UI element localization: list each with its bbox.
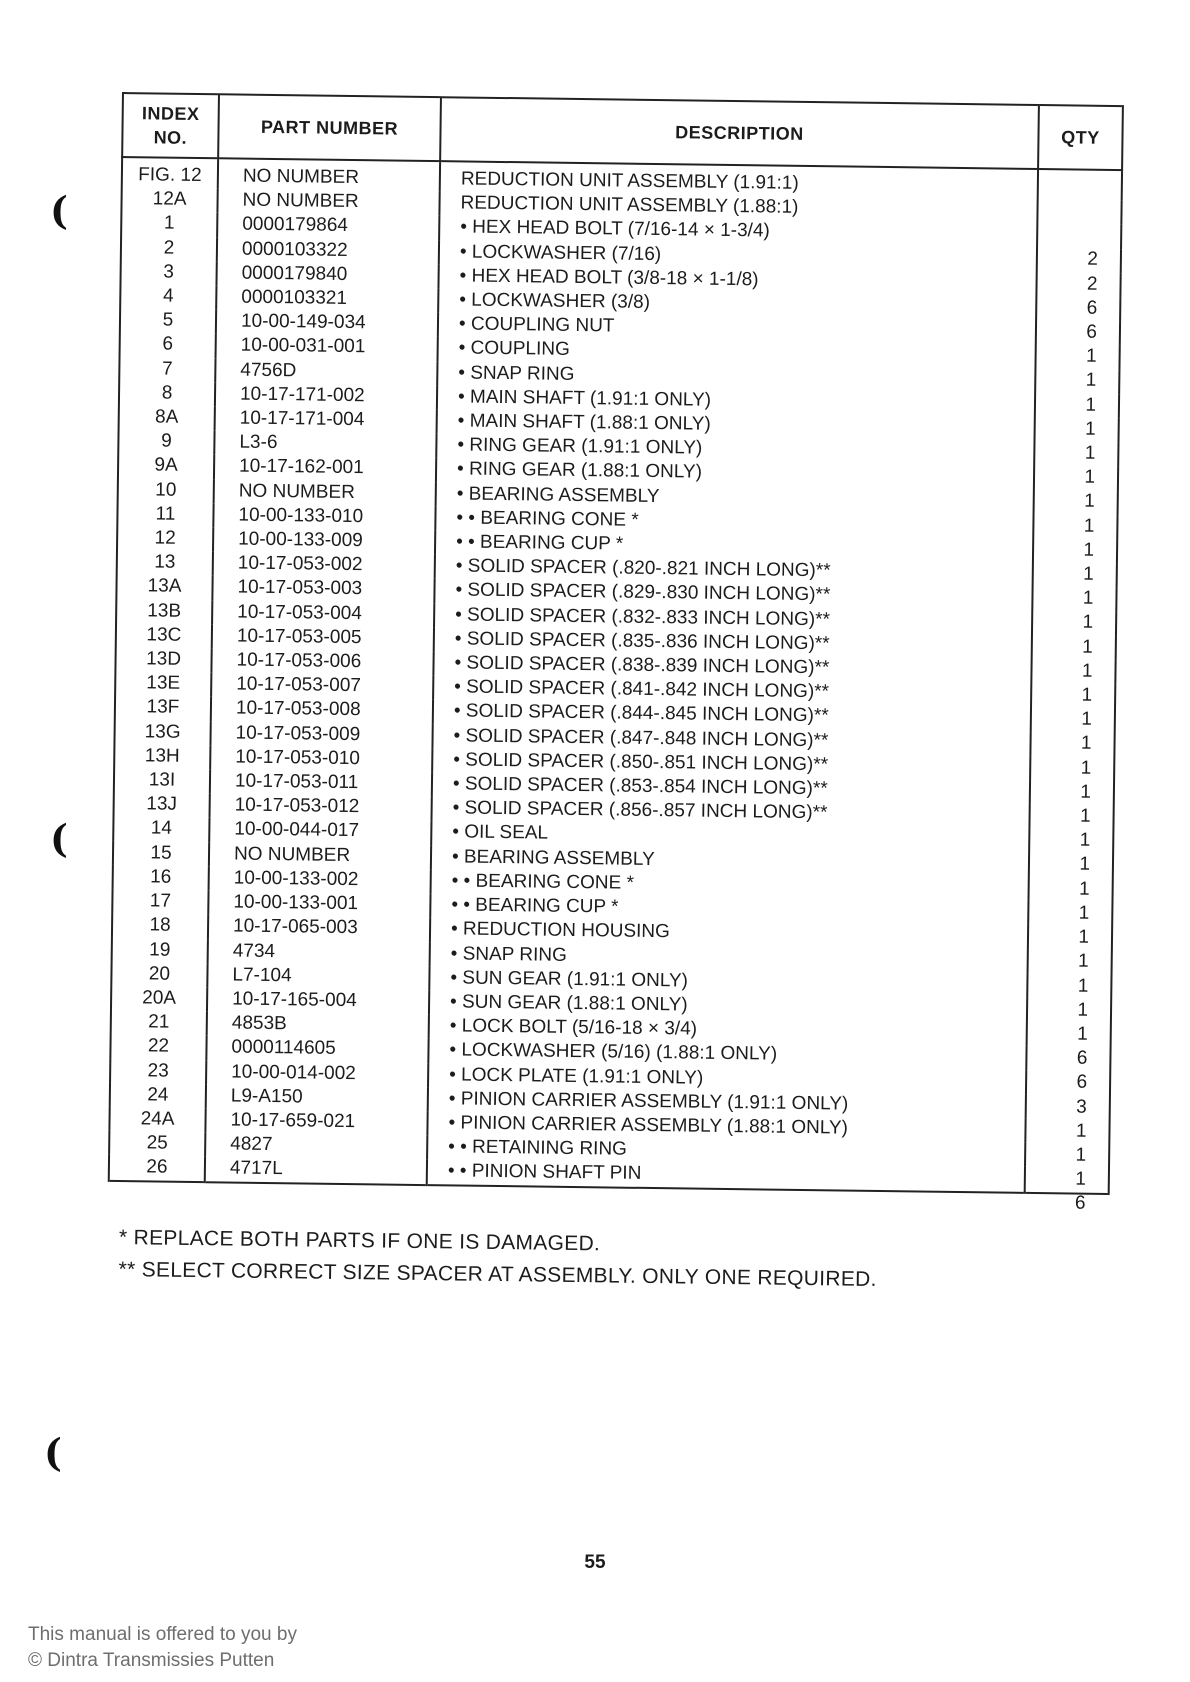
description-cell: • • PINION SHAFT PIN bbox=[427, 1159, 1025, 1192]
qty-value: 1 bbox=[1075, 1144, 1087, 1166]
description-cell: • • BEARING CUP * bbox=[430, 893, 1028, 925]
index-cell: 13G bbox=[114, 720, 210, 745]
qty-value: 1 bbox=[1081, 660, 1093, 682]
index-cell: 26 bbox=[109, 1155, 205, 1181]
part-number-cell: 10-17-053-006 bbox=[211, 648, 433, 675]
index-cell: 13D bbox=[115, 647, 211, 672]
credit-line-1: This manual is offered to you by bbox=[28, 1624, 297, 1645]
qty-value: 1 bbox=[1084, 491, 1095, 513]
qty-cell bbox=[1031, 683, 1115, 731]
part-number-cell: 10-00-133-009 bbox=[213, 527, 435, 554]
index-cell: 13A bbox=[116, 574, 212, 599]
qty-value: 1 bbox=[1081, 708, 1093, 731]
binding-mark-middle: ( bbox=[50, 816, 68, 861]
index-cell: 14 bbox=[113, 816, 209, 841]
index-cell: 7 bbox=[119, 357, 215, 382]
qty-value: 6 bbox=[1076, 1071, 1088, 1094]
index-cell: 24 bbox=[110, 1083, 206, 1108]
qty-cell bbox=[1029, 828, 1113, 876]
part-number-cell: 4734 bbox=[208, 939, 430, 966]
qty-value: 3 bbox=[1076, 1096, 1087, 1118]
qty-cell bbox=[1029, 804, 1113, 852]
qty-value: 1 bbox=[1084, 442, 1096, 464]
part-number-cell: 4853B bbox=[207, 1011, 429, 1038]
part-number-cell: 4717L bbox=[205, 1157, 427, 1185]
part-number-cell: 10-17-065-003 bbox=[208, 914, 430, 941]
index-cell: 20 bbox=[111, 962, 207, 987]
index-cell: 13H bbox=[114, 744, 210, 769]
description-cell: • SOLID SPACER (.856-.857 INCH LONG)** bbox=[431, 796, 1029, 828]
header-index: INDEX NO. bbox=[122, 93, 219, 158]
index-cell: 25 bbox=[109, 1131, 205, 1156]
part-number-cell: NO NUMBER bbox=[218, 158, 440, 191]
part-number-cell: 0000103321 bbox=[216, 285, 438, 312]
description-cell: • BEARING ASSEMBLY bbox=[431, 845, 1029, 877]
part-number-cell: 10-17-053-005 bbox=[212, 624, 434, 651]
qty-value: 1 bbox=[1077, 1023, 1088, 1045]
description-cell: • SOLID SPACER (.829-.830 INCH LONG)** bbox=[434, 579, 1032, 611]
qty-cell bbox=[1036, 296, 1120, 343]
qty-cell bbox=[1036, 272, 1120, 319]
part-number-cell: 10-17-053-010 bbox=[210, 745, 432, 772]
part-number-cell: 10-17-162-001 bbox=[214, 455, 436, 482]
description-cell: • LOCKWASHER (3/8) bbox=[438, 288, 1036, 320]
description-cell: • COUPLING bbox=[438, 337, 1036, 369]
part-number-cell: 10-17-053-009 bbox=[210, 721, 432, 748]
index-cell: 9A bbox=[118, 453, 214, 478]
footnote-double-asterisk: ** SELECT CORRECT SIZE SPACER AT ASSEMBLY. ONLY ONE REQUIRED. bbox=[118, 1258, 877, 1291]
qty-cell bbox=[1034, 490, 1118, 537]
description-cell: • SOLID SPACER (.820-.821 INCH LONG)** bbox=[435, 554, 1033, 586]
qty-cell bbox=[1036, 320, 1120, 367]
qty-value: 1 bbox=[1082, 587, 1094, 610]
part-number-cell: 10-17-053-003 bbox=[212, 576, 434, 603]
index-cell: 17 bbox=[112, 889, 208, 914]
description-cell: • OIL SEAL bbox=[431, 821, 1029, 853]
qty-cell bbox=[1033, 514, 1117, 561]
part-number-cell: L7-104 bbox=[207, 963, 429, 990]
index-cell: 1 bbox=[121, 211, 217, 236]
footnotes bbox=[118, 1222, 877, 1296]
index-cell: 13B bbox=[116, 599, 212, 624]
qty-cell bbox=[1028, 877, 1112, 924]
qty-cell bbox=[1037, 223, 1121, 271]
qty-cell bbox=[1033, 562, 1117, 610]
qty-cell bbox=[1029, 853, 1113, 900]
part-number-cell: 0000179840 bbox=[216, 261, 438, 288]
qty-cell bbox=[1030, 732, 1114, 779]
qty-value: 1 bbox=[1078, 878, 1090, 900]
qty-value: 1 bbox=[1080, 757, 1092, 779]
qty-cell bbox=[1037, 199, 1121, 224]
index-cell: 8 bbox=[119, 381, 215, 406]
index-cell: 12 bbox=[117, 526, 213, 551]
qty-cell bbox=[1025, 1143, 1109, 1190]
index-cell: 5 bbox=[120, 308, 216, 333]
description-cell: • • RETAINING RING bbox=[427, 1135, 1025, 1167]
description-cell: • COUPLING NUT bbox=[438, 312, 1036, 344]
description-cell: • PINION CARRIER ASSEMBLY (1.91:1 ONLY) bbox=[428, 1087, 1026, 1119]
index-cell: 13F bbox=[115, 695, 211, 720]
index-cell: 16 bbox=[113, 865, 209, 890]
qty-value: 1 bbox=[1077, 975, 1089, 997]
binding-mark-top: ( bbox=[50, 188, 68, 233]
description-cell: • SOLID SPACER (.844-.845 INCH LONG)** bbox=[433, 700, 1031, 732]
index-cell: 2 bbox=[121, 236, 217, 261]
qty-value: 1 bbox=[1085, 394, 1097, 416]
qty-cell bbox=[1035, 417, 1119, 464]
qty-value: 1 bbox=[1080, 781, 1092, 803]
qty-cell bbox=[1031, 707, 1115, 755]
qty-cell bbox=[1032, 611, 1116, 658]
description-cell: REDUCTION UNIT ASSEMBLY (1.88:1) bbox=[439, 191, 1037, 223]
qty-cell bbox=[1028, 925, 1112, 973]
part-number-cell: 10-00-133-001 bbox=[208, 890, 430, 917]
qty-value: 1 bbox=[1075, 1120, 1087, 1142]
qty-value: 1 bbox=[1083, 539, 1095, 561]
qty-value: 1 bbox=[1083, 515, 1095, 537]
header-qty: QTY bbox=[1038, 105, 1123, 170]
qty-cell bbox=[1035, 393, 1119, 440]
description-cell: REDUCTION UNIT ASSEMBLY (1.91:1) bbox=[440, 161, 1038, 199]
qty-cell bbox=[1034, 465, 1118, 513]
part-number-cell: 10-17-659-021 bbox=[205, 1108, 427, 1135]
part-number-cell: L9-A150 bbox=[206, 1084, 428, 1111]
binding-mark-bottom: ( bbox=[44, 1430, 62, 1475]
part-number-cell: 10-17-053-007 bbox=[211, 672, 433, 699]
qty-cell bbox=[1032, 586, 1116, 634]
description-cell: • SNAP RING bbox=[430, 942, 1028, 974]
qty-value: 1 bbox=[1078, 926, 1090, 948]
qty-cell bbox=[1032, 635, 1116, 682]
qty-value: 6 bbox=[1074, 1192, 1086, 1215]
index-cell: 3 bbox=[120, 260, 216, 285]
index-cell: 4 bbox=[120, 284, 216, 309]
description-cell: • SOLID SPACER (.835-.836 INCH LONG)** bbox=[434, 627, 1032, 659]
qty-cell bbox=[1027, 998, 1111, 1045]
description-cell: • SOLID SPACER (.850-.851 INCH LONG)** bbox=[432, 748, 1030, 780]
part-number-cell: 0000114605 bbox=[206, 1036, 428, 1063]
qty-value: 1 bbox=[1084, 418, 1096, 440]
footnote-single-asterisk: * REPLACE BOTH PARTS IF ONE IS DAMAGED. bbox=[118, 1226, 601, 1256]
index-cell: 24A bbox=[109, 1107, 205, 1132]
qty-value: 6 bbox=[1086, 297, 1098, 319]
index-cell: FIG. 12 bbox=[122, 157, 218, 188]
part-number-cell: 10-00-133-010 bbox=[213, 503, 435, 530]
part-number-cell: 10-00-044-017 bbox=[209, 818, 431, 845]
qty-value: 1 bbox=[1079, 805, 1091, 827]
parts-table-body bbox=[109, 157, 1122, 1215]
qty-value: 2 bbox=[1086, 273, 1098, 295]
part-number-cell: L3-6 bbox=[214, 430, 436, 457]
part-number-cell: 4756D bbox=[215, 358, 437, 385]
description-cell: • REDUCTION HOUSING bbox=[430, 917, 1028, 949]
qty-value: 1 bbox=[1075, 1168, 1086, 1190]
description-cell: • LOCKWASHER (7/16) bbox=[439, 240, 1037, 272]
index-cell: 13E bbox=[115, 671, 211, 696]
index-cell: 9 bbox=[118, 429, 214, 454]
description-cell: • SOLID SPACER (.838-.839 INCH LONG)** bbox=[433, 651, 1031, 683]
index-cell: 23 bbox=[110, 1058, 206, 1083]
qty-cell bbox=[1035, 369, 1119, 416]
header-part-number: PART NUMBER bbox=[218, 94, 441, 161]
qty-cell bbox=[1027, 974, 1111, 1021]
part-number-cell: 10-17-053-011 bbox=[210, 769, 432, 796]
parts-table bbox=[108, 92, 1124, 1215]
description-cell: • LOCK BOLT (5/16-18 × 3/4) bbox=[429, 1014, 1027, 1046]
index-cell: 21 bbox=[111, 1010, 207, 1035]
part-number-cell: 10-17-171-004 bbox=[215, 406, 437, 433]
part-number-cell: 10-17-053-008 bbox=[211, 697, 433, 724]
part-number-cell: 0000179864 bbox=[217, 213, 439, 240]
index-cell: 13 bbox=[117, 550, 213, 575]
qty-value: 1 bbox=[1080, 733, 1092, 755]
part-number-cell: 10-00-133-002 bbox=[209, 866, 431, 893]
credit-line-2: © Dintra Transmissies Putten bbox=[28, 1650, 275, 1671]
description-cell: • • BEARING CUP * bbox=[435, 530, 1033, 562]
part-number-cell: 10-17-165-004 bbox=[207, 987, 429, 1014]
index-cell: 18 bbox=[112, 913, 208, 938]
qty-value: 1 bbox=[1077, 999, 1089, 1021]
part-number-cell: 10-17-053-012 bbox=[210, 793, 432, 820]
qty-value: 1 bbox=[1081, 684, 1093, 706]
description-cell: • SOLID SPACER (.832-.833 INCH LONG)** bbox=[434, 603, 1032, 635]
part-number-cell: 10-00-149-034 bbox=[216, 309, 438, 336]
description-cell: • • BEARING CONE * bbox=[431, 869, 1029, 901]
description-cell: • SOLID SPACER (.841-.842 INCH LONG)** bbox=[433, 675, 1031, 707]
description-cell: • MAIN SHAFT (1.91:1 ONLY) bbox=[437, 385, 1035, 417]
part-number-cell: 10-00-014-002 bbox=[206, 1060, 428, 1087]
index-cell: 13J bbox=[114, 792, 210, 817]
qty-value: 1 bbox=[1084, 466, 1096, 489]
qty-cell bbox=[1025, 1119, 1109, 1166]
description-cell: • LOCKWASHER (5/16) (1.88:1 ONLY) bbox=[428, 1038, 1026, 1070]
index-cell: 15 bbox=[113, 841, 209, 866]
description-cell: • SNAP RING bbox=[437, 361, 1035, 393]
index-cell: 19 bbox=[112, 937, 208, 962]
description-cell: • SOLID SPACER (.847-.848 INCH LONG)** bbox=[432, 724, 1030, 756]
index-cell: 10 bbox=[118, 478, 214, 503]
qty-cell bbox=[1026, 1095, 1110, 1142]
qty-value: 1 bbox=[1077, 950, 1089, 973]
qty-cell bbox=[1025, 1167, 1109, 1215]
qty-cell bbox=[1030, 780, 1114, 827]
description-cell: • HEX HEAD BOLT (7/16-14 × 1-3/4) bbox=[439, 216, 1037, 248]
qty-cell bbox=[1033, 538, 1117, 585]
description-cell: • RING GEAR (1.88:1 ONLY) bbox=[436, 458, 1034, 490]
description-cell: • MAIN SHAFT (1.88:1 ONLY) bbox=[437, 409, 1035, 441]
qty-cell bbox=[1026, 1046, 1110, 1094]
description-cell: • LOCK PLATE (1.91:1 ONLY) bbox=[428, 1063, 1026, 1095]
qty-value: 1 bbox=[1079, 829, 1091, 852]
qty-cell bbox=[1028, 901, 1112, 948]
qty-cell bbox=[1028, 949, 1112, 997]
page-number: 55 bbox=[584, 1552, 606, 1573]
part-number-cell: 10-17-053-004 bbox=[212, 600, 434, 627]
qty-cell bbox=[1027, 1022, 1111, 1069]
parts-sheet bbox=[108, 92, 1122, 1291]
index-cell: 8A bbox=[119, 405, 215, 430]
part-number-cell: 0000103322 bbox=[217, 237, 439, 264]
description-cell: • BEARING ASSEMBLY bbox=[436, 482, 1034, 514]
qty-cell bbox=[1031, 659, 1115, 706]
qty-cell bbox=[1037, 248, 1121, 295]
qty-value: 1 bbox=[1078, 902, 1090, 924]
qty-value: 6 bbox=[1086, 321, 1098, 343]
index-cell: 13C bbox=[116, 623, 212, 648]
part-number-cell: 10-17-171-002 bbox=[215, 382, 437, 409]
header-description: DESCRIPTION bbox=[440, 97, 1039, 169]
qty-value: 6 bbox=[1076, 1047, 1088, 1069]
qty-cell bbox=[1038, 169, 1122, 200]
part-number-cell: 4827 bbox=[205, 1132, 427, 1159]
qty-value: 1 bbox=[1082, 612, 1094, 634]
index-cell: 13I bbox=[114, 768, 210, 793]
qty-cell bbox=[1035, 344, 1119, 392]
index-cell: 6 bbox=[120, 332, 216, 357]
qty-value: 2 bbox=[1087, 249, 1099, 271]
index-cell: 11 bbox=[117, 502, 213, 527]
qty-cell bbox=[1030, 756, 1114, 803]
description-cell: • SUN GEAR (1.91:1 ONLY) bbox=[429, 966, 1027, 998]
part-number-cell: NO NUMBER bbox=[209, 842, 431, 869]
qty-value: 1 bbox=[1085, 345, 1097, 367]
description-cell: • HEX HEAD BOLT (3/8-18 × 1-1/8) bbox=[438, 264, 1036, 296]
description-cell: • PINION CARRIER ASSEMBLY (1.88:1 ONLY) bbox=[427, 1111, 1025, 1143]
part-number-cell: NO NUMBER bbox=[214, 479, 436, 506]
description-cell: • • BEARING CONE * bbox=[435, 506, 1033, 538]
description-cell: • SUN GEAR (1.88:1 ONLY) bbox=[429, 990, 1027, 1022]
index-cell: 22 bbox=[110, 1034, 206, 1059]
index-cell: 12A bbox=[121, 187, 217, 212]
qty-value: 1 bbox=[1082, 636, 1093, 658]
description-cell: • RING GEAR (1.91:1 ONLY) bbox=[436, 433, 1034, 465]
qty-cell bbox=[1034, 441, 1118, 489]
credit-block bbox=[28, 1622, 297, 1674]
part-number-cell: NO NUMBER bbox=[217, 188, 439, 215]
part-number-cell: 10-00-031-001 bbox=[216, 334, 438, 361]
qty-cell bbox=[1026, 1070, 1110, 1118]
part-number-cell: 10-17-053-002 bbox=[213, 551, 435, 578]
qty-value: 1 bbox=[1083, 563, 1094, 585]
index-cell: 20A bbox=[111, 986, 207, 1011]
description-cell: • SOLID SPACER (.853-.854 INCH LONG)** bbox=[432, 772, 1030, 804]
qty-value: 1 bbox=[1079, 854, 1091, 876]
qty-value: 1 bbox=[1085, 370, 1097, 392]
